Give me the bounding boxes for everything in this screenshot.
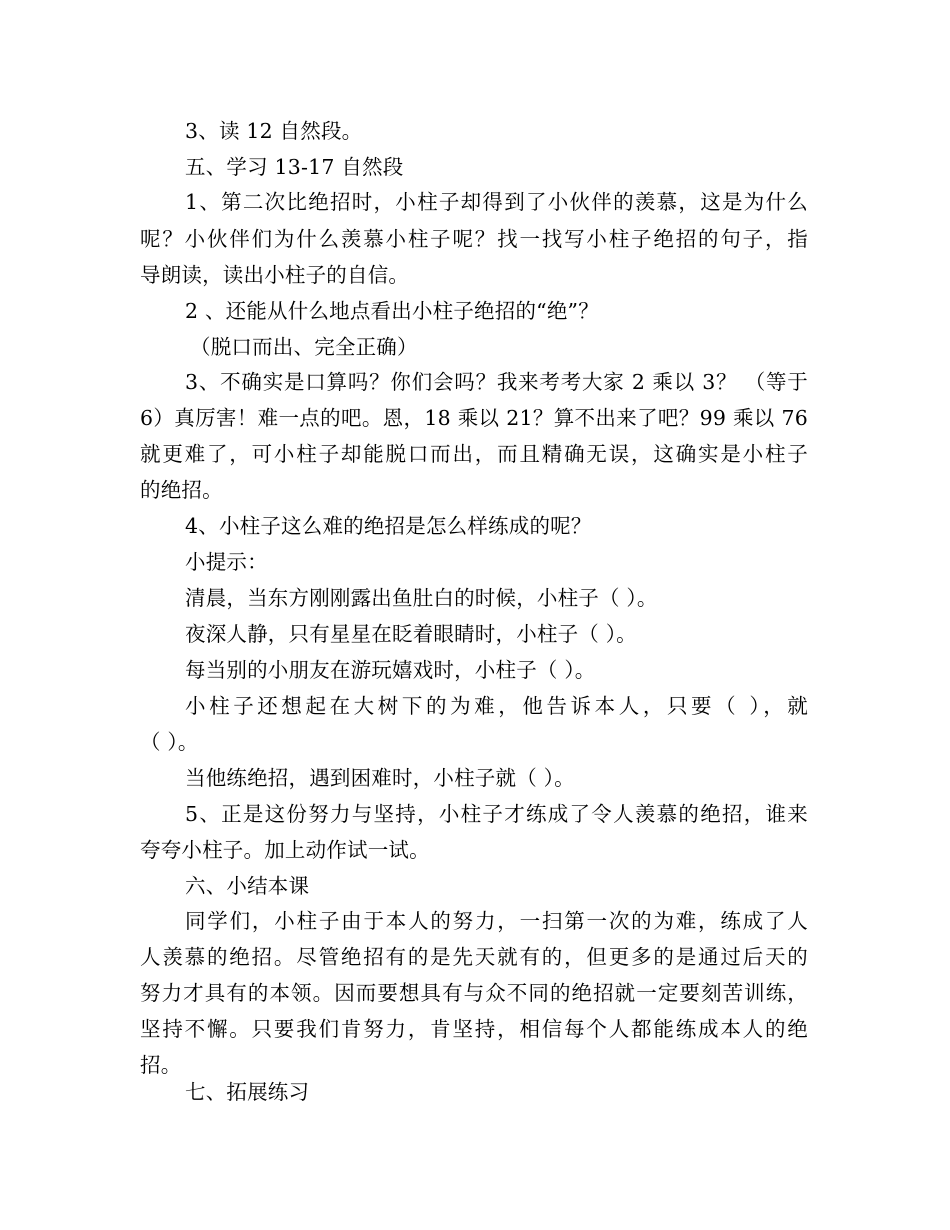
- text-line: 3、读 12 自然段。: [185, 119, 363, 143]
- text-line: 招。: [140, 1053, 182, 1077]
- text-line: 努力才具有的本领。因而要想具有与众不同的绝招就一定要刻苦训练，: [140, 981, 808, 1005]
- text-line: 5、正是这份努力与坚持，小柱子才练成了令人羡慕的绝招，谁来: [185, 802, 808, 826]
- text-line: 夸夸小柱子。加上动作试一试。: [140, 838, 430, 862]
- text-line: 人羡慕的绝招。尽管绝招有的是先天就有的，但更多的是通过后天的: [140, 945, 808, 969]
- text-line: 4、小柱子这么难的绝招是怎么样练成的呢？: [185, 514, 592, 538]
- text-line: 清晨，当东方刚刚露出鱼肚白的时候，小柱子（ ）。: [185, 586, 658, 610]
- section-heading: 六、小结本课: [185, 874, 310, 898]
- text-line: 呢？小伙伴们为什么羡慕小柱子呢？找一找写小柱子绝招的句子，指: [140, 227, 808, 251]
- text-line: 1、第二次比绝招时，小柱子却得到了小伙伴的羡慕，这是为什么: [185, 190, 808, 214]
- section-heading: 七、拓展练习: [185, 1080, 310, 1104]
- text-line: 就更难了，可小柱子却能脱口而出，而且精确无误，这确实是小柱子: [140, 442, 808, 466]
- text-line: 每当别的小朋友在游玩嬉戏时，小柱子（ ）。: [185, 658, 596, 682]
- text-line: 夜深人静，只有星星在眨着眼睛时，小柱子（ ）。: [185, 622, 637, 646]
- text-line: 6）真厉害！难一点的吧。恩，18 乘以 21？算不出来了吧？99 乘以 76: [140, 406, 808, 430]
- text-line: （ ）。: [140, 730, 199, 754]
- text-line: 当他练绝招，遇到困难时，小柱子就（ ）。: [185, 766, 575, 790]
- text-line: 导朗读，读出小柱子的自信。: [140, 263, 410, 287]
- text-line: （脱口而出、完全正确）: [190, 335, 418, 359]
- text-line: 坚持不懈。只要我们肯努力，肯坚持，相信每个人都能练成本人的绝: [140, 1017, 808, 1041]
- text-line: 小柱子还想起在大树下的为难，他告诉本人，只要（ ），就: [185, 694, 808, 718]
- text-line: 小提示：: [185, 550, 268, 574]
- text-line: 3、不确实是口算吗？你们会吗？我来考考大家 2 乘以 3？ （等于: [185, 370, 808, 394]
- text-line: 的绝招。: [140, 478, 223, 502]
- text-line: 2 、还能从什么地点看出小柱子绝招的“绝”？: [185, 299, 599, 323]
- text-line: 同学们，小柱子由于本人的努力，一扫第一次的为难，练成了人: [185, 909, 808, 933]
- section-heading: 五、学习 13-17 自然段: [185, 155, 404, 179]
